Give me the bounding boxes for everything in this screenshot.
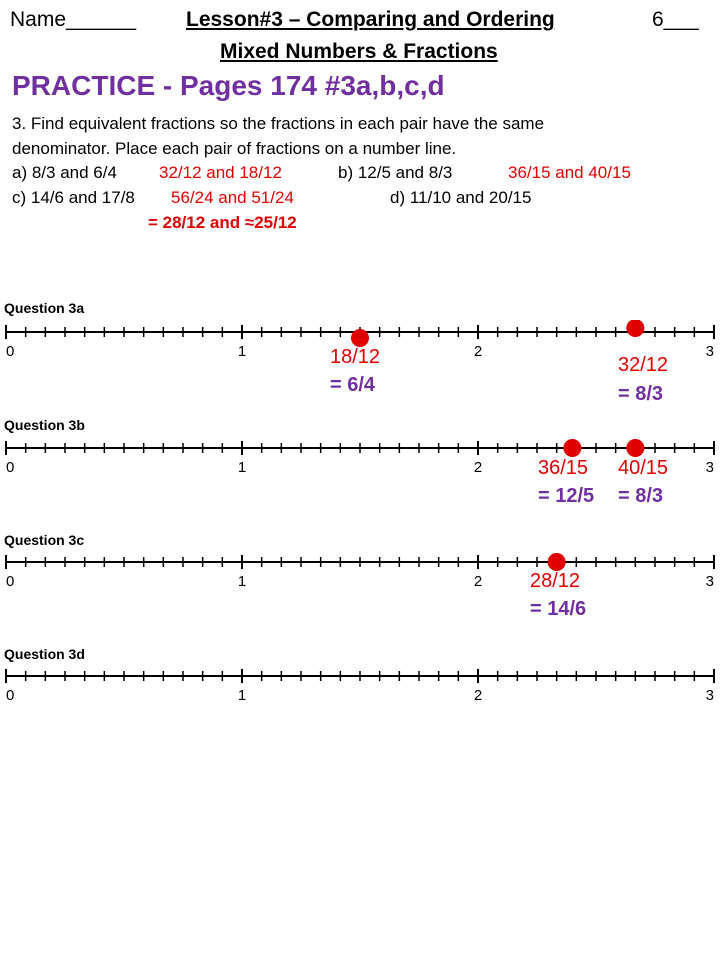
- tick-label: 3: [705, 687, 714, 704]
- number-line-3b: [0, 436, 720, 476]
- q3a-point1-fraction: 18/12: [330, 346, 381, 368]
- point-dot: [563, 439, 581, 457]
- practice-heading: PRACTICE - Pages 174 #3a,b,c,d: [12, 70, 445, 101]
- lesson-title-line1: Lesson#3 – Comparing and Ordering: [186, 8, 555, 31]
- tick-label: 2: [473, 343, 483, 360]
- problem-c-prompt: c) 14/6 and 17/8: [12, 188, 135, 207]
- number-line-3c: [0, 550, 720, 590]
- q3b-point1-equivalent: = 12/5: [538, 485, 595, 507]
- problem-a-answer: 32/12 and 18/12: [159, 163, 282, 182]
- q3c-point1-equivalent: = 14/6: [530, 598, 587, 620]
- point-dot: [626, 320, 644, 337]
- problem-c-simplified: = 28/12 and ≈25/12: [148, 213, 297, 232]
- tick-label: 1: [237, 573, 247, 590]
- tick-label: 1: [237, 687, 247, 704]
- tick-label: 2: [473, 573, 483, 590]
- number-line-3d: [0, 664, 720, 704]
- question-3d-label: Question 3d: [4, 646, 85, 662]
- point-dot: [626, 439, 644, 457]
- q3b-point2-fraction: 40/15: [618, 457, 669, 479]
- q3a-point2-fraction: 32/12: [618, 354, 669, 376]
- name-label: Name______: [10, 8, 137, 31]
- q3a-point1-equivalent: = 6/4: [330, 374, 376, 396]
- q3b-point2-equivalent: = 8/3: [618, 485, 664, 507]
- tick-label: 1: [237, 459, 247, 476]
- q3b-point1-fraction: 36/15: [538, 457, 589, 479]
- instructions-line1: 3. Find equivalent fractions so the fractions in each pair have the same: [12, 114, 545, 133]
- tick-label: 0: [6, 459, 15, 476]
- tick-label: 0: [6, 343, 15, 360]
- tick-label: 3: [705, 343, 714, 360]
- tick-label: 3: [705, 459, 714, 476]
- tick-label: 2: [473, 687, 483, 704]
- question-3b-label: Question 3b: [4, 417, 85, 433]
- problem-b-answer: 36/15 and 40/15: [508, 163, 631, 182]
- problem-d-prompt: d) 11/10 and 20/15: [390, 188, 532, 207]
- grade-label: 6___: [652, 8, 699, 31]
- tick-label: 3: [705, 573, 714, 590]
- point-dot: [548, 553, 566, 571]
- lesson-title-line2: Mixed Numbers & Fractions: [220, 40, 498, 63]
- problem-c-answer: 56/24 and 51/24: [171, 188, 294, 207]
- tick-label: 0: [6, 687, 15, 704]
- point-dot: [351, 329, 369, 347]
- problem-b-prompt: b) 12/5 and 8/3: [338, 163, 453, 182]
- q3c-point1-fraction: 28/12: [530, 570, 581, 592]
- q3a-point2-equivalent: = 8/3: [618, 383, 664, 405]
- problem-a-prompt: a) 8/3 and 6/4: [12, 163, 117, 182]
- question-3a-label: Question 3a: [4, 300, 85, 316]
- instructions-line2: denominator. Place each pair of fractions on a number line.: [12, 139, 457, 158]
- tick-label: 0: [6, 573, 15, 590]
- question-3c-label: Question 3c: [4, 532, 85, 548]
- tick-label: 1: [237, 343, 247, 360]
- tick-label: 2: [473, 459, 483, 476]
